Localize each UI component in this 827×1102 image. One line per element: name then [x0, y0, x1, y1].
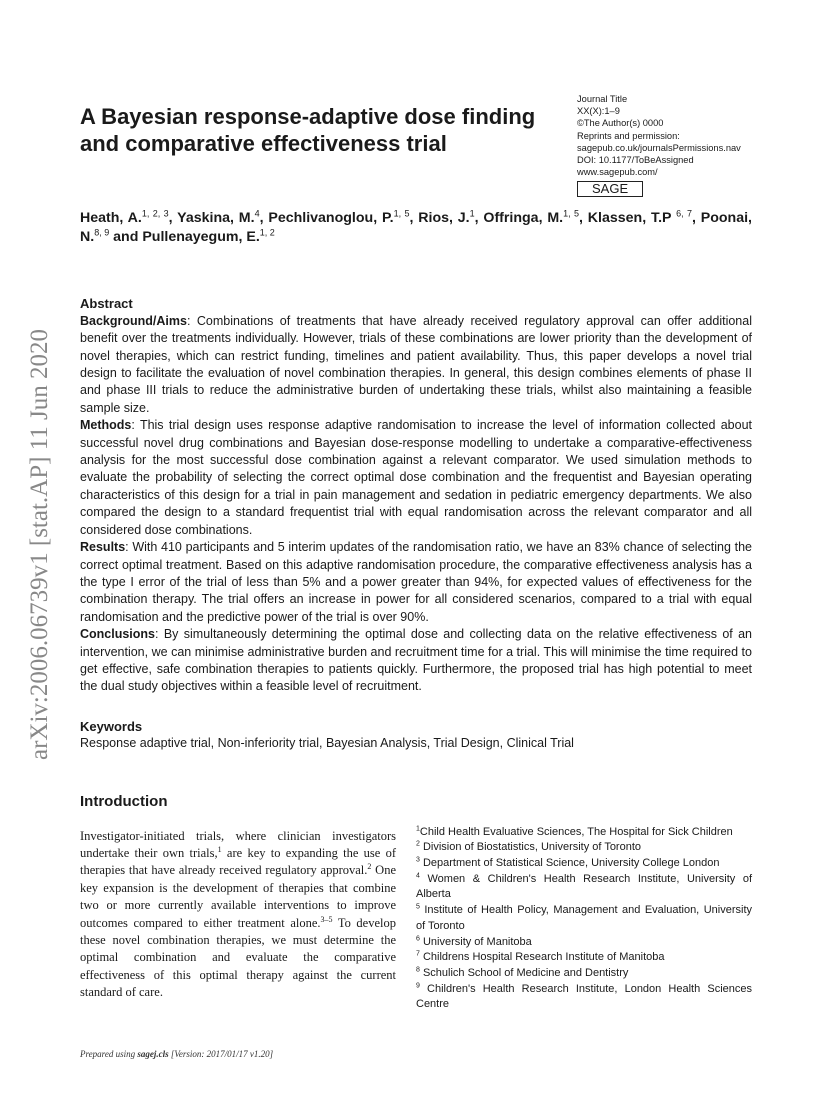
affiliation	[416, 840, 752, 856]
author-affiliation-ref: 1, 5	[393, 208, 410, 219]
author	[418, 210, 474, 226]
author	[588, 210, 692, 226]
abstract-background	[80, 313, 752, 417]
author-affiliation-ref: 1	[469, 208, 475, 219]
introduction-text	[80, 828, 396, 1002]
introduction-heading: Introduction	[80, 792, 168, 810]
affiliation	[416, 935, 752, 951]
affiliation	[416, 856, 752, 872]
abstract-conclusions	[80, 626, 752, 696]
affiliation-number: 6	[416, 934, 420, 942]
abstract-methods	[80, 417, 752, 539]
author-affiliation-ref: 1, 5	[563, 208, 580, 219]
author-affiliation-ref: 1, 2, 3	[141, 208, 169, 219]
section-text: : This trial design uses response adaptive randomisation to increase the level of information collected about successful novel drug combinations and Bayesian dose-response modelling to undertake a comparative-effectiveness analysis for the most successful dose combination against a relevant comparator. We used simulation methods to evaluate the probability of selecting the correct optimal dose combination and the frequentist and Bayesian operating characteristics of this design for a trial in pain management and sedation in pediatric emergency departments. We also compared the design to a standard frequentist trial with equal randomisation across the relevant comparator and all considered dose combinations.	[80, 418, 752, 537]
citation: 2	[367, 862, 372, 872]
paper-title: A Bayesian response-adaptive dose finding and comparative effectiveness trial	[80, 104, 536, 156]
author-affiliation-ref: 8, 9	[94, 227, 110, 238]
journal-info-line: Reprints and permission:	[577, 130, 680, 141]
author-name: Offringa, M.	[483, 210, 564, 227]
affiliation-number: 3	[416, 856, 420, 864]
author-affiliation-ref: 1, 2	[259, 227, 275, 238]
paper-header	[80, 88, 752, 197]
citation: 3–5	[320, 914, 333, 924]
author	[177, 210, 259, 226]
footer-prefix: Prepared using	[80, 1049, 138, 1060]
author-separator: ,	[474, 210, 484, 227]
affiliation	[416, 966, 752, 982]
affiliation-number: 7	[416, 950, 420, 958]
arxiv-stamp: arXiv:2006.06739v1 [stat.AP] 11 Jun 2020	[26, 329, 53, 760]
author-name: Yaskina, M.	[177, 210, 255, 227]
affiliation-number: 8	[416, 966, 420, 974]
affiliation-number: 9	[416, 981, 420, 989]
two-column-body	[80, 824, 752, 1013]
author-separator: ,	[691, 210, 701, 227]
author	[483, 210, 579, 226]
affiliation	[416, 825, 752, 841]
author-name: Klassen, T.P	[587, 210, 677, 227]
author-affiliation-ref: 6, 7	[676, 208, 692, 219]
journal-info-line: sagepub.co.uk/journalsPermissions.nav	[577, 142, 741, 153]
affiliation	[416, 872, 752, 903]
text: Investigator-initiated trials, where clinician investigators undertake their own trials,	[80, 828, 396, 860]
section-text: : Combinations of treatments that have already received regulatory approval can offer additional benefit over the treatments individually. However, trials of these combinations are lower priority than the development of novel therapies, which can restrict funding, timelines and patient availability. Thus, this paper develops a novel trial design to facilitate the evaluation of novel combination therapies. In general, this design combines elements of phase II and phase III trials to reduce the administrative burden of undertaking these trials, whilst also maintaining a feasible sample size.	[80, 313, 752, 415]
affiliation-text: University of Manitoba	[419, 935, 532, 948]
abstract	[80, 295, 752, 695]
journal-info-line: www.sagepub.com/	[577, 167, 658, 178]
footer-version: [Version: 2017/01/17 v1.20]	[168, 1049, 274, 1060]
affiliations	[416, 825, 752, 1013]
text: To develop these novel combination therapies, we must determine the optimal combination and evaluate the comparative effectiveness of this optimal therapy against the current standard of care.	[80, 915, 396, 1000]
section-text: : With 410 participants and 5 interim updates of the randomisation ratio, we have an 83% chance of selecting the correct optimal treatment. Based on this adaptive randomisation procedure, the comparative effectiveness analysis has a the type I error of the trial of less than 5% and a power greater than 94%, for expected values of effectiveness for the combination therapy. The trial offers an increase in power for all considered scenarios, compared to a trial with equal randomisation and the predictive power of the trial is over 90%.	[80, 540, 752, 624]
author-affiliation-ref: 4	[254, 208, 260, 219]
affiliation-number: 4	[416, 872, 420, 880]
affiliation-text: Department of Statistical Science, University College London	[419, 856, 720, 869]
author-separator: ,	[579, 210, 588, 227]
affiliation-text: Institute of Health Policy, Management and Evaluation, University of Toronto	[416, 904, 752, 932]
text: are key to expanding the use of therapies that have already received regulatory approval.	[80, 845, 396, 878]
author-name: Heath, A.	[80, 210, 142, 227]
author-name: Pullenayegum, E.	[142, 229, 260, 246]
affiliation-text: Division of Biostatistics, University of Toronto	[419, 841, 642, 854]
journal-info-line: DOI: 10.1177/ToBeAssigned	[577, 155, 694, 166]
affiliation	[416, 982, 752, 1013]
affiliation	[416, 903, 752, 934]
author-separator: ,	[168, 210, 178, 227]
author-list	[80, 209, 752, 247]
keywords-heading: Keywords	[80, 718, 143, 734]
sage-logo: SAGE	[577, 181, 643, 197]
section-label: Background/Aims	[80, 313, 187, 328]
text: One key expansion is the development of therapies that combine two or more currently available interventions to improve outcomes compared to either treatment alone.	[80, 863, 396, 930]
keywords	[80, 718, 752, 753]
author	[142, 229, 275, 245]
abstract-results	[80, 539, 752, 626]
affiliation-text: Schulich School of Medicine and Dentistry	[419, 966, 629, 979]
author-separator: ,	[259, 210, 269, 227]
journal-info-line: Journal Title	[577, 94, 628, 104]
affiliation-number: 1	[416, 824, 420, 832]
journal-info	[577, 93, 752, 197]
author-name: Pechlivanoglou, P.	[268, 210, 394, 227]
affiliation-text: Childrens Hospital Research Institute of Manitoba	[419, 951, 665, 964]
affiliation-text: Women & Children's Health Research Institute, University of Alberta	[416, 872, 752, 901]
author	[268, 210, 409, 226]
journal-info-line: XX(X):1–9	[577, 106, 620, 117]
section-label: Results	[80, 540, 126, 555]
author-name: Poonai, N.	[80, 210, 752, 246]
keywords-text: Response adaptive trial, Non-inferiority trial, Bayesian Analysis, Trial Design, Clinical Trial	[80, 736, 574, 751]
affiliation-text: Child Health Evaluative Sciences, The Hospital for Sick Children	[419, 825, 733, 838]
abstract-heading: Abstract	[80, 296, 133, 312]
author-name: Rios, J.	[418, 210, 470, 227]
affiliation-number: 5	[416, 903, 420, 911]
author-separator: ,	[409, 210, 419, 227]
author-separator: and	[109, 229, 143, 246]
affiliation	[416, 950, 752, 966]
section-text: : By simultaneously determining the optimal dose and collecting data on the relative effectiveness of an intervention, we can minimise administrative burden and recruitment time for a trial. This will minimise the time required to get effective, safe combination therapies to patients quickly. Furthermore, the proposed trial has high potential to meet the dual study objectives within a feasible level of recruitment.	[80, 627, 752, 694]
author	[80, 210, 169, 226]
footer	[80, 1049, 752, 1059]
section-label: Methods	[80, 418, 132, 433]
footer-cls: sagej.cls	[137, 1049, 169, 1060]
journal-info-line: ©The Author(s) 0000	[577, 118, 664, 129]
section-label: Conclusions	[80, 627, 156, 642]
affiliation-number: 2	[416, 840, 420, 848]
citation: 1	[217, 844, 222, 854]
affiliation-text: Children's Health Research Institute, London Health Sciences Centre	[416, 982, 752, 1011]
